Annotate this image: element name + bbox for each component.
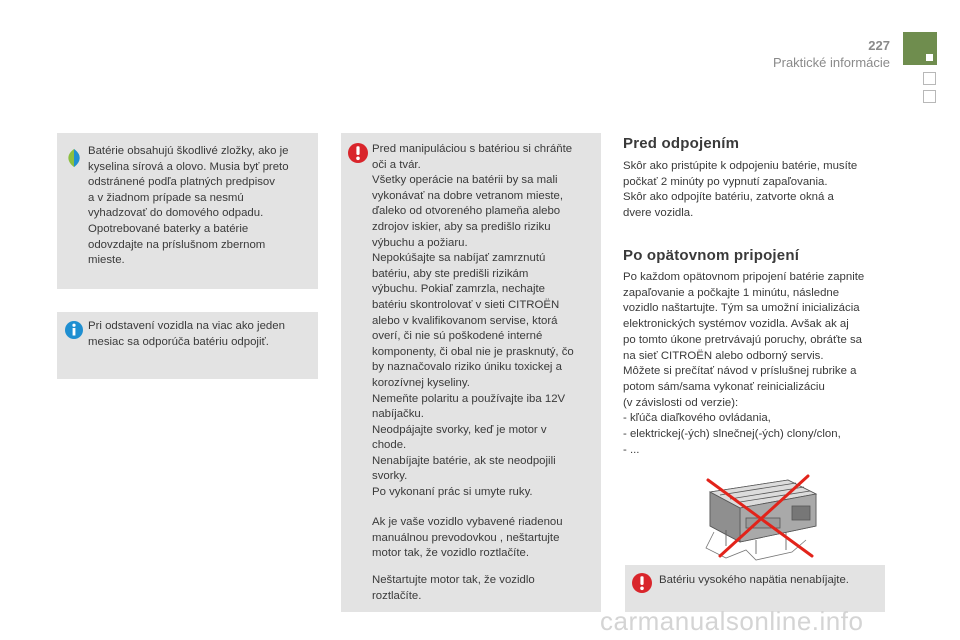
leaf-icon bbox=[63, 147, 85, 169]
tab-marker bbox=[926, 54, 933, 61]
safety-warning-box bbox=[341, 133, 601, 612]
chapter-tab bbox=[923, 90, 936, 103]
chapter-tab bbox=[923, 72, 936, 85]
warning-icon bbox=[631, 572, 653, 594]
watermark: carmanualsonline.info bbox=[600, 606, 864, 636]
info-note-box bbox=[57, 312, 318, 379]
page-number: 227 bbox=[868, 38, 890, 53]
gearbox-warning-text: Ak je vaše vozidlo vybavené riadenou manuálnou prevodovkou , neštartujte motor tak, že vozidlo roztlačíte. bbox=[372, 516, 563, 560]
high-voltage-warning-box bbox=[625, 565, 885, 612]
after-reconnecting-text: Po každom opätovnom pripojení batérie zapnite zapaľovanie a počkajte 1 minútu, následne vozidlo naštartujte. Tým sa umožní inicializácia elektronických systémov vozidla. Avšak ak aj po tomto úkone pretrvávajú poruchy, obráťte sa na sieť CITROËN alebo odborný servis. Môžete si prečítať návod v príslušnej rubrike a potom sám/sama vykonať reinicializáciu (v závislosti od verzie): - kľúča diaľkového ovládania, - elektrickej(-ých) slnečnej(-ých) clony/clon, - ... bbox=[623, 271, 865, 456]
push-start-warning-text: Neštartujte motor tak, že vozidlo roztlačíte. bbox=[372, 574, 535, 602]
environment-note-text: Batérie obsahujú škodlivé zložky, ako je kyselina sírová a olovo. Musia byť preto odstránené podľa platných predpisov a v žiadnom prípade sa nesmú vyhadzovať do domového odpadu. Opotrebované baterky a batérie odovzdajte na príslušnom zbernom mieste. bbox=[88, 145, 289, 267]
heading-after-reconnecting: Po opätovnom pripojení bbox=[623, 247, 800, 264]
warning-icon bbox=[347, 142, 369, 164]
safety-warning-text: Pred manipuláciou s batériou si chráňte oči a tvár. Všetky operácie na batérii by sa mali vykonávať na dobre vetranom mieste, ďaleko od otvoreného plameňa alebo zdrojov iskier, aby sa predišlo riziku výbuchu a požiaru. Nepokúšajte sa nabíjať zamrznutú batériu, aby ste predišli rizikám výbuchu. Pokiaľ zamrzla, nechajte batériu skontrolovať v sieti CITROËN alebo v kvalifikovanom servise, ktorá overí, či nie sú poškodené interné komponenty, či obal nie je prasknutý, čo by naznačovalo riziko úniku toxickej a korozívnej kyseliny. Nemeňte polaritu a používajte iba 12V nabíjačku. Neodpájajte svorky, keď je motor v chode. Nenabíjajte batérie, ak ste neodpojili svorky. Po vykonaní prác si umyte ruky. bbox=[372, 143, 574, 499]
crossed-out-battery-illustration bbox=[696, 470, 828, 562]
before-disconnecting-text: Skôr ako pristúpite k odpojeniu batérie, musíte počkať 2 minúty po vypnutí zapaľovania. Skôr ako odpojíte batériu, zatvorte okná a dvere vozidla. bbox=[623, 160, 858, 220]
heading-before-disconnecting: Pred odpojením bbox=[623, 135, 740, 152]
high-voltage-warning-text: Batériu vysokého napätia nenabíjajte. bbox=[659, 574, 849, 586]
info-icon bbox=[64, 320, 84, 340]
chapter-tab-active bbox=[903, 32, 937, 65]
section-title: Praktické informácie bbox=[772, 55, 890, 70]
environment-note-box bbox=[57, 133, 318, 289]
info-note-text: Pri odstavení vozidla na viac ako jeden mesiac sa odporúča batériu odpojiť. bbox=[88, 320, 285, 348]
